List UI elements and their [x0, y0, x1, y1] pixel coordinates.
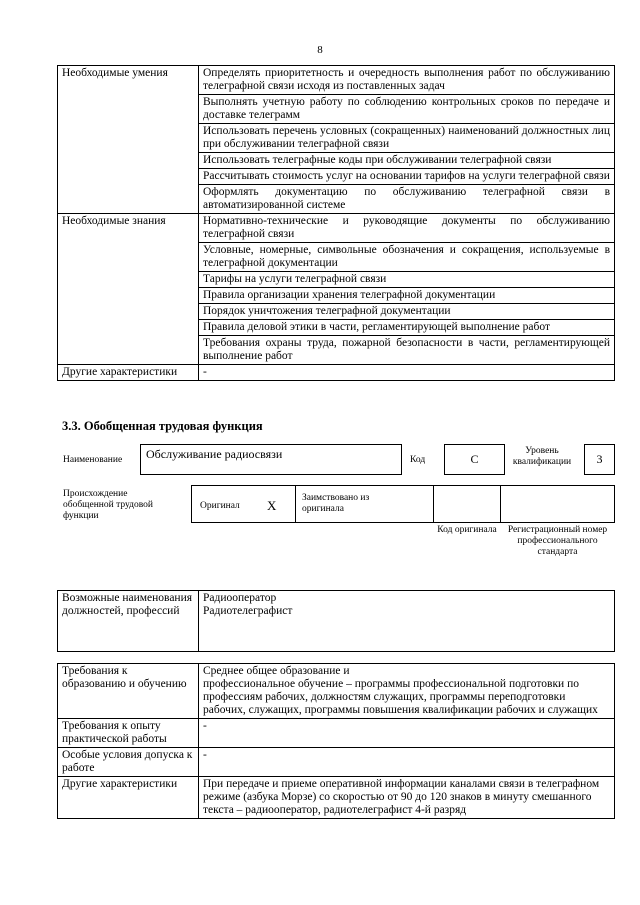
row-item: Оформлять документацию по обслуживанию телеграфной связи в автоматизированной системе	[199, 185, 615, 214]
row-item: Тарифы на услуги телеграфной связи	[199, 272, 615, 288]
req-label: Требования к опыту практической работы	[58, 719, 199, 748]
code-value: C	[444, 444, 505, 475]
row-item: Выполнять учетную работу по соблюдению контрольных сроков по передаче и доставке телеграмм	[199, 95, 615, 124]
position-name: Радиооператор	[203, 592, 277, 604]
req-value: -	[199, 719, 615, 748]
table-row	[58, 66, 615, 95]
req-line: профессиональное обучение – программы профессиональной подготовки по профессиям рабочих, должностям служащих, программы переподготовки рабочих, служащих, программы повышения квалификации рабочих и служащих	[203, 678, 598, 716]
reg-number-label: Регистрационный номер профессионального стандарта	[507, 525, 608, 557]
row-item: Определять приоритетность и очередность выполнения работ по обслуживанию телеграфной связи исходя из поставленных задач	[199, 66, 615, 95]
name-value: Обслуживание радиосвязи	[146, 447, 283, 461]
row-group-label: Необходимые умения	[58, 66, 199, 214]
row-group-label: Необходимые знания	[58, 214, 199, 365]
code-original-box	[433, 485, 501, 523]
row-item: Порядок уничтожения телеграфной документации	[199, 304, 615, 320]
req-value: -	[199, 748, 615, 777]
section-title: 3.3. Обобщенная трудовая функция	[62, 419, 263, 433]
req-value	[199, 664, 615, 719]
positions-values	[199, 591, 615, 652]
requirements-table	[57, 663, 615, 819]
row-item: Условные, номерные, символьные обозначения и сокращения, используемые в телеграфной документации	[199, 243, 615, 272]
level-label: Уровень квалификации	[512, 446, 572, 467]
row-item: Требования охраны труда, пожарной безопасности в части, регламентирующей выполнение работ	[199, 336, 615, 365]
original-mark: X	[267, 498, 277, 513]
req-line: Среднее общее образование и	[203, 665, 350, 677]
row-group-label: Другие характеристики	[58, 365, 199, 381]
table-row	[58, 214, 615, 243]
original-box	[191, 485, 296, 523]
borrowed-box	[295, 485, 434, 523]
code-label: Код	[410, 455, 426, 465]
name-label: Наименование	[63, 455, 123, 465]
original-label: Оригинал	[200, 501, 240, 511]
req-label: Другие характеристики	[58, 777, 199, 819]
skills-knowledge-table	[57, 65, 615, 381]
page-number: 8	[317, 44, 323, 56]
position-name: Радиотелеграфист	[203, 605, 293, 617]
row-item: Рассчитывать стоимость услуг на основании тарифов на услуги телеграфной связи	[199, 169, 615, 185]
row-item: Правила организации хранения телеграфной документации	[199, 288, 615, 304]
code-original-label: Код оригинала	[437, 525, 497, 535]
req-label: Особые условия допуска к работе	[58, 748, 199, 777]
row-item: Использовать телеграфные коды при обслуживании телеграфной связи	[199, 153, 615, 169]
borrowed-label: Заимствовано из оригинала	[302, 493, 370, 514]
table-row	[58, 365, 615, 381]
row-item: Использовать перечень условных (сокращенных) наименований должностных лиц при обслуживании телеграфной связи	[199, 124, 615, 153]
positions-table	[57, 590, 615, 652]
row-item: Правила деловой этики в части, регламентирующей выполнение работ	[199, 320, 615, 336]
reg-number-box	[500, 485, 615, 523]
positions-label: Возможные наименования должностей, профессий	[58, 591, 199, 652]
origin-label: Происхождение обобщенной трудовой функции	[63, 489, 153, 521]
req-label: Требования к образованию и обучению	[58, 664, 199, 719]
name-box	[140, 444, 402, 475]
row-item: -	[199, 365, 615, 381]
req-value: При передаче и приеме оперативной информации каналами связи в телеграфном режиме (азбука Морзе) со скоростью от 90 до 120 знаков в минуту смешанного текста – радиооператор, радиотелеграфист 4-й разряд	[199, 777, 615, 819]
level-value: 3	[584, 444, 615, 475]
row-item: Нормативно-технические и руководящие документы по обслуживанию телеграфной связи	[199, 214, 615, 243]
